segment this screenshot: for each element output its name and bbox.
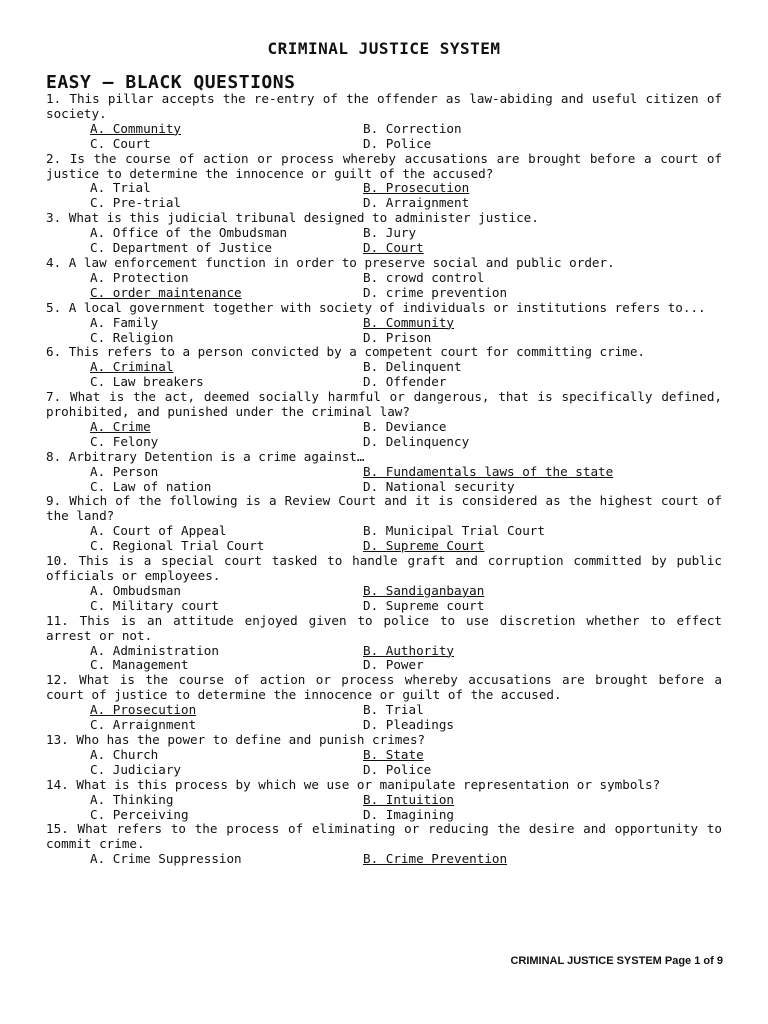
option: B. Trial [363, 702, 424, 718]
option-row [46, 122, 722, 137]
question-text: 10. This is a special court tasked to handle graft and corruption committed by public officials or employees. [46, 553, 722, 583]
answer-option: B. Authority [363, 642, 454, 658]
option: A. Person [90, 463, 159, 479]
option-row [46, 181, 722, 196]
option: A. Ombudsman [90, 582, 181, 598]
option: B. Correction [363, 120, 462, 136]
answer-option: B. State [363, 746, 424, 762]
option-row [46, 524, 722, 539]
question-text: 9. Which of the following is a Review Court and it is considered as the highest court of the land? [46, 493, 722, 524]
question-text: 15. What refers to the process of eliminating or reducing the desire and opportunity to commit crime. [46, 821, 722, 852]
answer-option: B. Crime Prevention [363, 851, 508, 867]
option: B. Deviance [363, 418, 447, 434]
option-row [46, 748, 722, 763]
option-row [46, 226, 722, 241]
option: C. Management [90, 657, 189, 673]
question-text: 4. A law enforcement function in order to preserve social and public order. [46, 254, 615, 270]
question-text: 14. What is this process by which we use or manipulate representation or symbols? [46, 776, 661, 792]
question-text: 7. What is the act, deemed socially harmful or dangerous, that is specifically defined, prohibited, and punished under the criminal law? [46, 389, 722, 420]
document-title: CRIMINAL JUSTICE SYSTEM [267, 39, 501, 58]
option-row [46, 375, 722, 390]
option: A. Crime Suppression [90, 851, 242, 867]
option: B. Jury [363, 225, 417, 241]
option: D. Imagining [363, 806, 454, 822]
option: A. Thinking [90, 791, 174, 807]
page-footer [510, 955, 723, 967]
option: D. Arraignment [363, 195, 470, 211]
option: A. Trial [90, 180, 151, 196]
option: A. Administration [90, 642, 219, 658]
footer-label: CRIMINAL JUSTICE SYSTEM Page [510, 955, 692, 967]
option: C. Perceiving [90, 806, 189, 822]
option: C. Pre-trial [90, 195, 181, 211]
option-row [46, 703, 722, 718]
option-row [46, 465, 722, 480]
option: C. Law of nation [90, 478, 212, 494]
answer-option: C. order maintenance [90, 284, 242, 300]
option: B. Municipal Trial Court [363, 523, 545, 539]
question-text: 3. What is this judicial tribunal designed to administer justice. [46, 210, 539, 226]
option-row [46, 420, 722, 435]
option: C. Judiciary [90, 761, 181, 777]
option: B. Delinquent [363, 359, 462, 375]
option-row [46, 793, 722, 808]
answer-option: A. Community [90, 120, 181, 136]
option-row [46, 196, 722, 211]
option: B. crowd control [363, 269, 485, 285]
option-row [46, 331, 722, 346]
option-row [46, 763, 722, 778]
option: A. Protection [90, 269, 189, 285]
option-row [46, 241, 722, 256]
option: A. Family [90, 314, 159, 330]
option-row [46, 435, 722, 450]
option-row [46, 360, 722, 375]
answer-option: B. Intuition [363, 791, 454, 807]
option-row [46, 584, 722, 599]
option-row [46, 271, 722, 286]
option-row [46, 286, 722, 301]
option: D. Pleadings [363, 717, 454, 733]
option: D. Supreme court [363, 597, 485, 613]
answer-option: B. Sandiganbayan [363, 582, 485, 598]
answer-option: A. Crime [90, 418, 151, 434]
question-text: 1. This pillar accepts the re-entry of the offender as law-abiding and useful citizen of society. [46, 91, 722, 121]
option: C. Military court [90, 597, 219, 613]
option: D. Offender [363, 374, 447, 390]
option-row [46, 137, 722, 152]
option: C. Regional Trial Court [90, 538, 265, 554]
question-text: 2. Is the course of action or process whereby accusations are brought before a court of justice to determine the innocence or guilt of the accused? [46, 150, 722, 181]
footer-page-number: 1 [694, 955, 701, 967]
question-text: 6. This refers to a person convicted by a competent court for committing crime. [46, 344, 645, 360]
footer-of: of [703, 955, 714, 967]
option-row [46, 718, 722, 733]
option: D. Delinquency [363, 433, 470, 449]
answer-option: A. Criminal [90, 359, 174, 375]
answer-option: B. Fundamentals laws of the state [363, 463, 614, 479]
question-text: 12. What is the course of action or process whereby accusations are brought before a court of justice to determine the innocence or guilt of the accused. [46, 672, 722, 703]
option-row [46, 808, 722, 823]
option: D. crime prevention [363, 284, 508, 300]
answer-option: D. Supreme Court [363, 538, 485, 554]
option-row [46, 852, 722, 867]
footer-page-total: 9 [716, 955, 723, 967]
option-row [46, 644, 722, 659]
option: C. Religion [90, 329, 174, 345]
option-row [46, 316, 722, 331]
question-list [46, 92, 722, 867]
option: C. Court [90, 135, 151, 151]
question-text: 11. This is an attitude enjoyed given to police to use discretion whether to effect arrest or not. [46, 612, 722, 643]
option-row [46, 658, 722, 673]
option-row [46, 539, 722, 554]
question-text: 8. Arbitrary Detention is a crime against… [46, 448, 365, 464]
answer-option: B. Community [363, 314, 454, 330]
answer-option: D. Court [363, 240, 424, 256]
option: A. Court of Appeal [90, 523, 227, 539]
question-text: 13. Who has the power to define and punish crimes? [46, 731, 426, 747]
option-row [46, 480, 722, 495]
option: C. Arraignment [90, 717, 197, 733]
option: C. Felony [90, 433, 159, 449]
option: D. Power [363, 657, 424, 673]
option: C. Law breakers [90, 374, 204, 390]
answer-option: B. Prosecution [363, 180, 470, 196]
section-heading: EASY – BLACK QUESTIONS [46, 72, 296, 93]
answer-option: A. Prosecution [90, 702, 197, 718]
option: D. Police [363, 761, 432, 777]
option: D. Prison [363, 329, 432, 345]
option: D. National security [363, 478, 515, 494]
question-text: 5. A local government together with society of individuals or institutions refers to... [46, 299, 706, 315]
option: A. Church [90, 746, 159, 762]
option: A. Office of the Ombudsman [90, 225, 288, 241]
option: C. Department of Justice [90, 240, 272, 256]
option: D. Police [363, 135, 432, 151]
option-row [46, 599, 722, 614]
